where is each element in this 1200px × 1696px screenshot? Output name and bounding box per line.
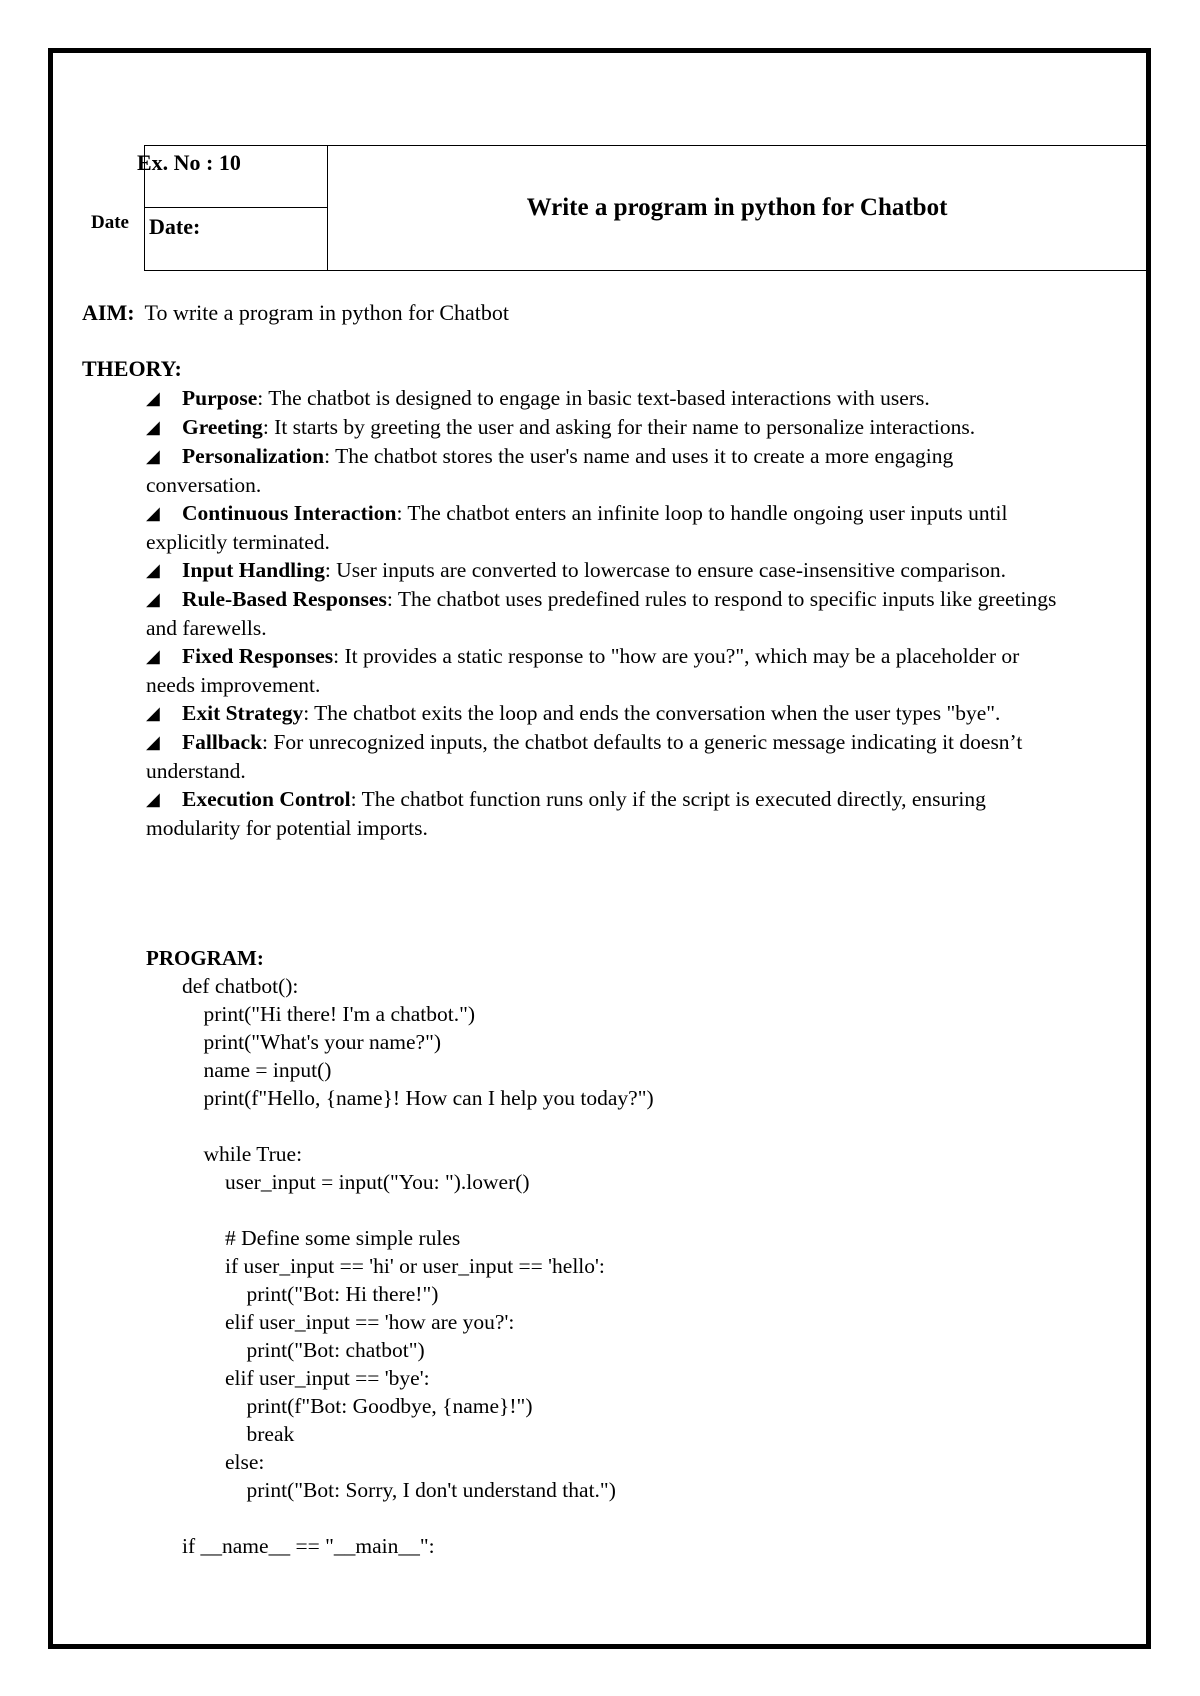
theory-text: : It provides a static response to "how are you?", which may be a placeholder or needs improvement. bbox=[146, 644, 1020, 697]
clapperboard-icon: ◢ bbox=[146, 789, 160, 810]
theory-text: : The chatbot uses predefined rules to respond to specific inputs like greetings and farewells. bbox=[146, 587, 1057, 640]
page-title: Write a program in python for Chatbot bbox=[526, 194, 948, 221]
theory-text: : The chatbot enters an infinite loop to handle ongoing user inputs until explicitly terminated. bbox=[146, 501, 1008, 554]
theory-term: Continuous Interaction bbox=[182, 501, 397, 525]
exno-label: Ex. No : 10 bbox=[137, 150, 241, 175]
clapperboard-icon: ◢ bbox=[146, 646, 160, 667]
theory-text: : The chatbot stores the user's name and uses it to create a more engaging conversation. bbox=[146, 444, 954, 497]
clapperboard-icon: ◢ bbox=[146, 589, 160, 610]
theory-term: Purpose bbox=[182, 386, 258, 410]
title-cell bbox=[328, 146, 1146, 270]
program-heading: PROGRAM: bbox=[146, 946, 264, 970]
theory-item bbox=[146, 785, 1066, 842]
program-code: def chatbot(): print("Hi there! I'm a chatbot.") print("What's your name?") name = input() print(f"Hello, {name}! How can I help you today?") while True: user_input = input("You: ").lower() # Define some simple rules if user_input == 'hi' or user_input == 'hello': print("Bot: Hi there!") elif user_input == 'how are you?': print("Bot: chatbot") elif user_input == 'bye': print(f"Bot: Goodbye, {name}!") break else: print("Bot: Sorry, I don't understand that.") if __name__ == "__main__": bbox=[182, 974, 654, 1558]
theory-item bbox=[146, 384, 1066, 413]
clapperboard-icon: ◢ bbox=[146, 703, 160, 724]
theory-term: Fixed Responses bbox=[182, 644, 334, 668]
clapperboard-icon: ◢ bbox=[146, 417, 160, 438]
theory-item bbox=[146, 442, 1066, 499]
theory-item bbox=[146, 413, 1066, 442]
theory-item bbox=[146, 499, 1066, 556]
clapperboard-icon: ◢ bbox=[146, 560, 160, 581]
theory-item bbox=[146, 556, 1066, 585]
theory-term: Input Handling bbox=[182, 558, 325, 582]
theory-text: : For unrecognized inputs, the chatbot defaults to a generic message indicating it doesn’t understand. bbox=[146, 730, 1023, 783]
theory-heading: THEORY: bbox=[82, 356, 182, 381]
side-date-label: Date bbox=[91, 212, 129, 233]
theory-term: Exit Strategy bbox=[182, 701, 304, 725]
theory-term: Personalization bbox=[182, 444, 325, 468]
exno-cell bbox=[137, 146, 328, 208]
theory-item bbox=[146, 642, 1066, 699]
theory-term: Greeting bbox=[182, 415, 263, 439]
aim-section bbox=[82, 300, 509, 326]
date-label: Date: bbox=[149, 214, 201, 239]
clapperboard-icon: ◢ bbox=[146, 388, 160, 409]
theory-text: : It starts by greeting the user and asking for their name to personalize interactions. bbox=[262, 415, 976, 439]
theory-text: : User inputs are converted to lowercase to ensure case-insensitive comparison. bbox=[324, 558, 1007, 582]
theory-term: Execution Control bbox=[182, 787, 351, 811]
clapperboard-icon: ◢ bbox=[146, 446, 160, 467]
theory-text: : The chatbot exits the loop and ends the conversation when the user types "bye". bbox=[303, 701, 1001, 725]
theory-term: Rule-Based Responses bbox=[182, 587, 387, 611]
theory-item bbox=[146, 699, 1066, 728]
date-cell bbox=[145, 208, 328, 270]
theory-text: : The chatbot function runs only if the script is executed directly, ensuring modularity for potential imports. bbox=[146, 787, 986, 840]
theory-list bbox=[146, 384, 1066, 842]
header-table bbox=[137, 145, 1147, 271]
theory-item bbox=[146, 728, 1066, 785]
theory-term: Fallback bbox=[182, 730, 263, 754]
clapperboard-icon: ◢ bbox=[146, 503, 160, 524]
theory-text: : The chatbot is designed to engage in basic text-based interactions with users. bbox=[257, 386, 930, 410]
aim-text: To write a program in python for Chatbot bbox=[144, 300, 509, 325]
aim-label: AIM: bbox=[82, 300, 135, 325]
clapperboard-icon: ◢ bbox=[146, 732, 160, 753]
theory-item bbox=[146, 585, 1066, 642]
